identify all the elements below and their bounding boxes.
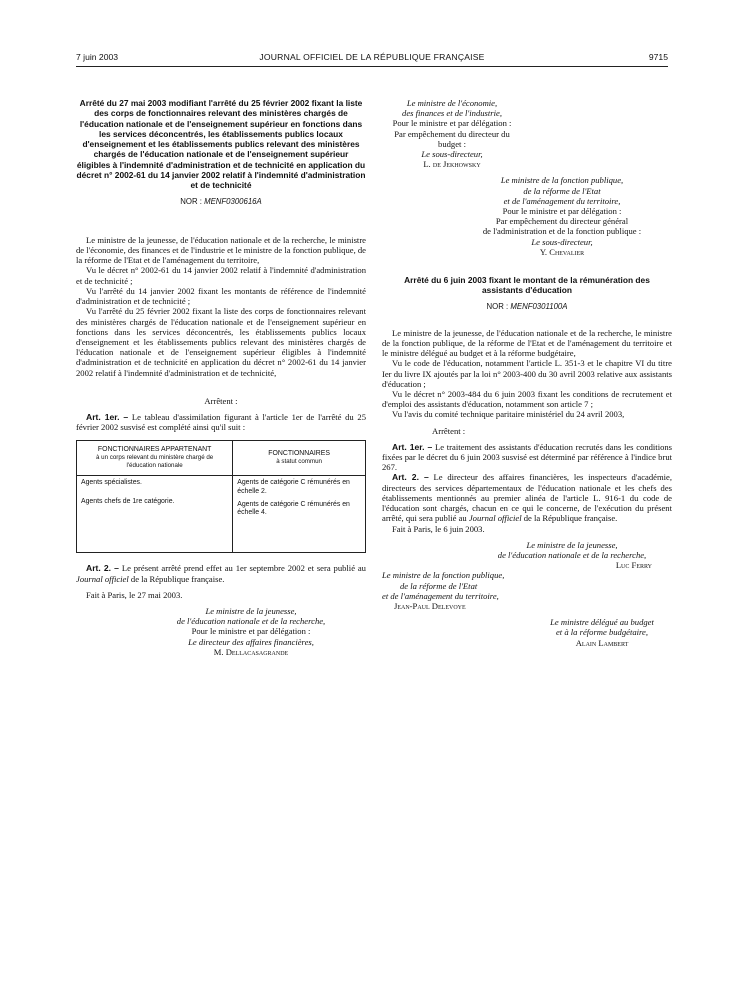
nor-reference-1 xyxy=(76,197,366,207)
signature-block xyxy=(452,175,672,257)
visa-paragraph: Vu le décret n° 2002-61 du 14 janvier 2002 relatif à l'indemnité d'administration et de technicité ; xyxy=(76,265,366,286)
signatory-title: Le ministre de la fonction publique, xyxy=(500,175,624,186)
article-2 xyxy=(382,472,672,523)
signatory-title: Le ministre de la jeunesse, xyxy=(205,605,297,616)
nor-label: NOR : xyxy=(180,196,205,206)
page-header xyxy=(76,52,668,64)
nor-code: MENF0301100A xyxy=(510,301,568,311)
preamble-paragraph: Le ministre de la jeunesse, de l'éducation nationale et de la recherche, le ministre de la fonction publique, de la réforme de l'Etat et de l'aménagement du territoire et le ministre délégué au budget et à la réforme budgétaire, xyxy=(382,327,672,359)
article-text: de la République française. xyxy=(128,573,225,584)
signatory-title: Le directeur des affaires financières, xyxy=(188,636,314,647)
column-subheading: à statut commun xyxy=(276,458,322,466)
signatory-name: L. de Jekhowsky xyxy=(423,159,481,170)
column-heading: FONCTIONNAIRES xyxy=(268,450,330,458)
signatory-name: Jean-Paul Delevoye xyxy=(394,600,466,611)
header-rule xyxy=(76,66,668,67)
signing-date: Fait à Paris, le 6 juin 2003. xyxy=(392,523,485,534)
preamble-paragraph: Le ministre de la jeunesse, de l'éducation nationale et de la recherche, le ministre de l'économie, des finances et de l'industrie et le ministre de la fonction publique, de la réforme de l'Etat et de l'aménagement du territoire, xyxy=(76,234,366,266)
cell-value: Agents de catégorie C rémunérés en échelle 2. xyxy=(237,479,350,495)
article-text: Le traitement des assistants d'éducation recrutés dans les conditions fixées par le décret du 6 juin 2003 susvisé est déterminé par référence à l'indice brut 267. xyxy=(382,441,673,473)
delegation-line: Pour le ministre et par délégation : xyxy=(502,206,622,217)
article-text: de la République française. xyxy=(521,513,618,524)
article-text: Le directeur des affaires financières, les inspecteurs d'académie, directeurs des services départementaux de l'éducation nationale et les chefs des établissements mentionnés au premier alinéa de l'article L. 916-1 du code de l'éducation sont chargés, chacun en ce qui le concerne, de l'exécution du présent arrêté, qui sera publié au xyxy=(382,472,672,524)
signature-block xyxy=(136,606,366,657)
table-header-row xyxy=(77,441,366,476)
signatory-title: Le ministre de l'économie, xyxy=(406,98,498,108)
article-text: Le tableau d'assimilation figurant à l'article 1er de l'arrêté du 25 février 2002 susvisé est complété ainsi qu'il suit : xyxy=(76,411,366,433)
signing-date: Fait à Paris, le 27 mai 2003. xyxy=(86,589,183,600)
cell-value: Agents chefs de 1re catégorie. xyxy=(81,497,175,505)
signatory-name: Y. Chevalier xyxy=(539,246,585,257)
column-subheading: à un corps relevant du ministère chargé de l'éducation nationale xyxy=(95,454,214,470)
signatory-title: de la réforme de l'Etat xyxy=(523,185,601,196)
signatory-title: et de l'aménagement du territoire, xyxy=(382,590,499,601)
arretent-label: Arrêtent : xyxy=(432,425,466,436)
nor-code: MENF0300616A xyxy=(204,196,262,206)
header-journal-title: JOURNAL OFFICIEL DE LA RÉPUBLIQUE FRANÇAISE xyxy=(259,52,485,62)
signatory-title: Le sous-directeur, xyxy=(531,236,593,247)
visa-paragraph: Vu l'avis du comité technique paritaire ministériel du 24 avril 2003, xyxy=(392,409,625,420)
delegation-line: Pour le ministre et par délégation : xyxy=(392,118,512,129)
table-header-cell xyxy=(233,441,366,476)
article-2 xyxy=(76,563,366,583)
visa-paragraph: Vu le décret n° 2003-484 du 6 juin 2003 fixant les conditions de recrutement et d'emploi des assistants d'éducation, notamment son article 7 ; xyxy=(382,389,672,410)
journal-name: Journal officiel xyxy=(76,573,129,584)
header-page-number: 9715 xyxy=(648,52,668,62)
signatory-title: de l'éducation nationale et de la recherche, xyxy=(176,616,326,627)
article-label: Art. 1er. – xyxy=(86,411,129,422)
delegation-line: Par empêchement du directeur général xyxy=(495,216,629,227)
article-label: Art. 1er. – xyxy=(392,441,433,452)
delegation-line: Par empêchement du directeur du budget : xyxy=(394,128,510,149)
column-heading: FONCTIONNAIRES APPARTENANT xyxy=(97,446,212,454)
cell-value: Agents de catégorie C rémunérés en échelle 4. xyxy=(237,500,350,517)
signatory-title: de la réforme de l'Etat xyxy=(400,580,478,591)
signatory-title: de l'éducation nationale et de la recherche, xyxy=(497,549,647,560)
header-date: 7 juin 2003 xyxy=(76,52,119,62)
visa-paragraph: Vu l'arrêté du 14 janvier 2002 fixant les montants de référence de l'indemnité d'administration et de technicité ; xyxy=(76,285,366,307)
decree-title-1: Arrêté du 27 mai 2003 modifiant l'arrêté du 25 février 2002 fixant la liste des corps de fonctionnaires relevant des ministères chargés de l'éducation nationale et de l'enseignement supérieur en fonctions dans les services déconcentrés, les établissements publics locaux d'enseignement et les établissements publics relevant des ministères chargés de l'éducation nationale et de l'enseignement supérieur éligibles à l'indemnité d'administration et de technicité en application du décret n° 2002-61 du 14 janvier 2002 relatif à l'indemnité d'administration et de technicité xyxy=(76,98,366,191)
visa-paragraph: Vu l'arrêté du 25 février 2002 fixant la liste des corps de fonctionnaires relevant des ministères chargés de l'éducation nationale et de l'enseignement supérieur en fonctions dans les services déconcentrés, les établissements publics locaux d'enseignement et les établissements publics relevant des ministères chargés de l'éducation nationale et de l'enseignement supérieur éligibles à l'indemnité d'administration et de technicité en application du décret n° 2002-61 du 14 janvier 2002 relatif à l'indemnité d'administration et de technicité, xyxy=(76,306,366,378)
table-cell xyxy=(233,476,366,553)
signature-block xyxy=(382,570,672,611)
right-column xyxy=(382,98,672,648)
signatory-name: M. Dellacasagrande xyxy=(213,646,289,657)
assimilation-table xyxy=(76,440,366,553)
delegation-line: de l'administration et de la fonction publique : xyxy=(482,226,642,237)
delegation-line: Pour le ministre et par délégation : xyxy=(191,626,311,637)
article-1 xyxy=(382,442,672,473)
signatory-title: des finances et de l'industrie, xyxy=(402,108,502,119)
signatory-name: Luc Ferry xyxy=(615,560,652,571)
signatory-title: Le sous-directeur, xyxy=(421,149,483,160)
signatory-title: Le ministre de la fonction publique, xyxy=(382,570,505,581)
article-1 xyxy=(76,412,366,432)
article-text: Le présent arrêté prend effet au 1er septembre 2002 et sera publié au xyxy=(121,563,366,574)
table-cell xyxy=(77,476,233,553)
signatory-title: Le ministre de la jeunesse, xyxy=(526,539,618,550)
table-header-cell xyxy=(77,441,233,476)
table-row xyxy=(77,476,366,553)
signature-block xyxy=(532,617,672,648)
signature-block xyxy=(382,98,522,169)
arretent-label: Arrêtent : xyxy=(204,395,238,406)
article-label: Art. 2. – xyxy=(392,472,429,483)
nor-label: NOR : xyxy=(486,301,511,311)
signatory-title: Le ministre délégué au budget xyxy=(550,617,654,628)
signature-block xyxy=(472,540,672,571)
signatory-name: Alain Lambert xyxy=(575,637,629,648)
signatory-title: et de l'aménagement du territoire, xyxy=(503,195,621,206)
signatory-title: et à la réforme budgétaire, xyxy=(555,627,649,638)
cell-value: Agents spécialistes. xyxy=(81,479,142,487)
visa-paragraph: Vu le code de l'éducation, notamment l'article L. 351-3 et le chapitre VI du titre Ier du livre IX ajoutés par la loi n° 2003-400 du 30 avril 2003 relative aux assistants d'éducation ; xyxy=(382,358,672,389)
nor-reference-2 xyxy=(382,302,672,312)
journal-name: Journal officiel xyxy=(468,513,522,524)
left-column xyxy=(76,98,366,657)
decree-title-2: Arrêté du 6 juin 2003 fixant le montant de la rémunération des assistants d'éducation xyxy=(404,275,650,296)
article-label: Art. 2. – xyxy=(86,563,119,574)
